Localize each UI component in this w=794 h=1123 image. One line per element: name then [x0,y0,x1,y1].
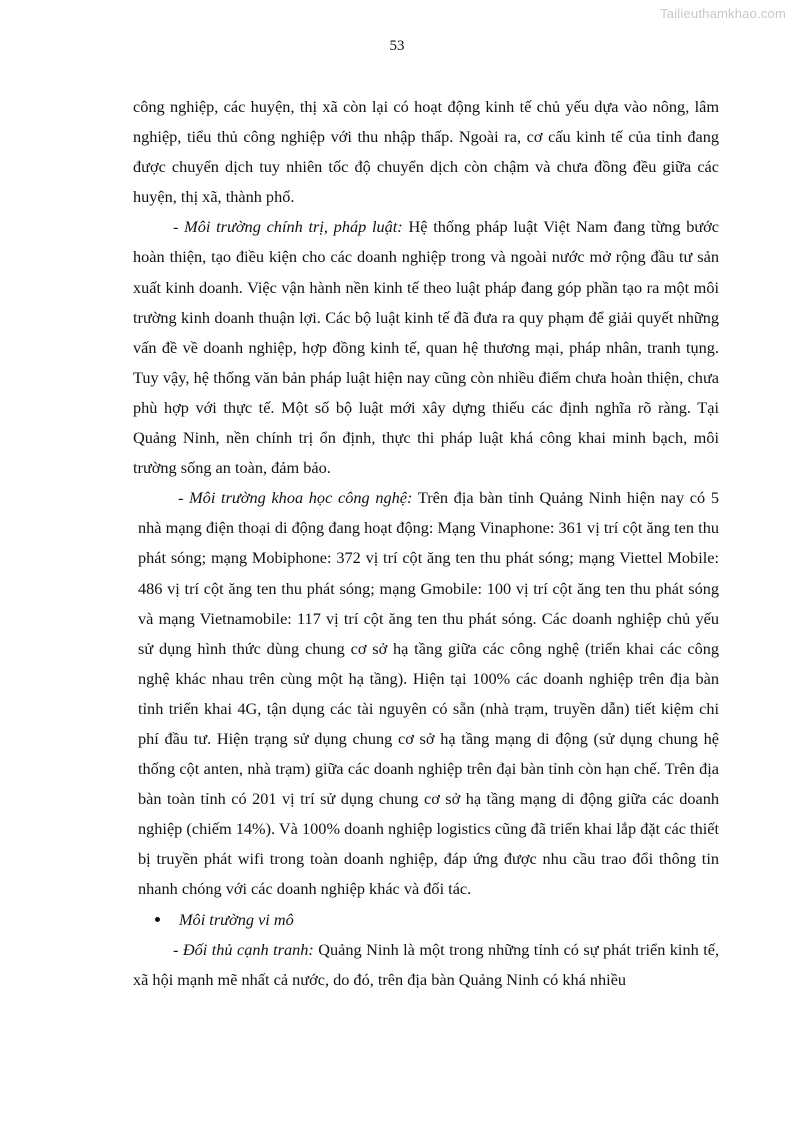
text-political-legal: Hệ thống pháp luật Việt Nam đang từng bước hoàn thiện, tạo điều kiện cho các doanh nghiệp trong và ngoài nước mở rộng đầu tư sản xuất kinh doanh. Việc vận hành nền kinh tế theo luật pháp đang góp phần tạo ra một môi trường kinh doanh thuận lợi. Các bộ luật kinh tế đã đưa ra quy phạm để giải quyết những vấn đề về doanh nghiệp, hợp đồng kinh tế, quan hệ thương mại, pháp nhân, tranh tụng. Tuy vậy, hệ thống văn bản pháp luật hiện nay cũng còn nhiều điểm chưa hoàn thiện, chưa phù hợp với thực tế. Một số bộ luật mới xây dựng thiếu các định nghĩa rõ ràng. Tại Quảng Ninh, nền chính trị ổn định, thực thi pháp luật khá công khai minh bạch, môi trường sống an toàn, đảm bảo. [133,217,719,478]
text-competitors: Quảng Ninh là một trong những tỉnh có sự phát triển kinh tế, xã hội mạnh mẽ nhất cả nước, do đó, trên địa bàn Quảng Ninh có khá nhiều [133,939,720,989]
document-body [133,92,719,995]
heading-science-technology: - Môi trường khoa học công nghệ: [178,488,413,508]
watermark: Tailieuthamkhao.com [660,6,786,21]
paragraph-science-technology [138,483,719,904]
paragraph-political-legal [133,212,719,483]
paragraph-competitors [133,935,719,995]
heading-competitors: - Đối thủ cạnh tranh: [173,939,314,959]
bullet-dot-icon [155,917,160,922]
paragraph-economy: công nghiệp, các huyện, thị xã còn lại có hoạt động kinh tế chủ yếu dựa vào nông, lâm nghiệp, tiểu thủ công nghiệp với thu nhập thấp. Ngoài ra, cơ cấu kinh tế của tỉnh đang được chuyển dịch tuy nhiên tốc độ chuyển dịch còn chậm và chưa đồng đều giữa các huyện, thị xã, thành phố. [133,97,719,207]
bullet-label: Môi trường vi mô [179,909,294,929]
bullet-micro-environment [155,905,719,935]
heading-political-legal: - Môi trường chính trị, pháp luật: [173,217,403,237]
text-science-technology: Trên địa bàn tỉnh Quảng Ninh hiện nay có 5 nhà mạng điện thoại di động đang hoạt động: Mạng Vinaphone: 361 vị trí cột ăng ten thu phát sóng; mạng Mobiphone: 372 vị trí cột ăng ten thu phát sóng; mạng Viettel Mobile: 486 vị trí cột ăng ten thu phát sóng; mạng Gmobile: 100 vị trí cột ăng ten thu phát sóng và mạng Vietnamobile: 117 vị trí cột ăng ten thu phát sóng. Các doanh nghiệp chủ yếu sử dụng hình thức dùng chung cơ sở hạ tầng giữa các công nghệ (triển khai các công nghệ khác nhau trên cùng một hạ tầng). Hiện tại 100% các doanh nghiệp trên địa bàn tỉnh triển khai 4G, tận dụng các tài nguyên có sẵn (nhà trạm, truyền dẫn) tiết kiệm chi phí đầu tư. Hiện trạng sử dụng chung cơ sở hạ tầng mạng di động (sử dụng chung hệ thống cột anten, nhà trạm) giữa các doanh nghiệp trên đại bàn tỉnh còn hạn chế. Trên địa bàn toàn tỉnh có 201 vị trí sử dụng chung cơ sở hạ tầng mạng di động giữa các doanh nghiệp (chiếm 14%). Và 100% doanh nghiệp logistics cũng đã triển khai lắp đặt các thiết bị truyền phát wifi trong toàn doanh nghiệp, đáp ứng được nhu cầu trao đổi thông tin nhanh chóng với các doanh nghiệp khác và đối tác. [138,488,720,899]
page-number: 53 [389,38,405,54]
